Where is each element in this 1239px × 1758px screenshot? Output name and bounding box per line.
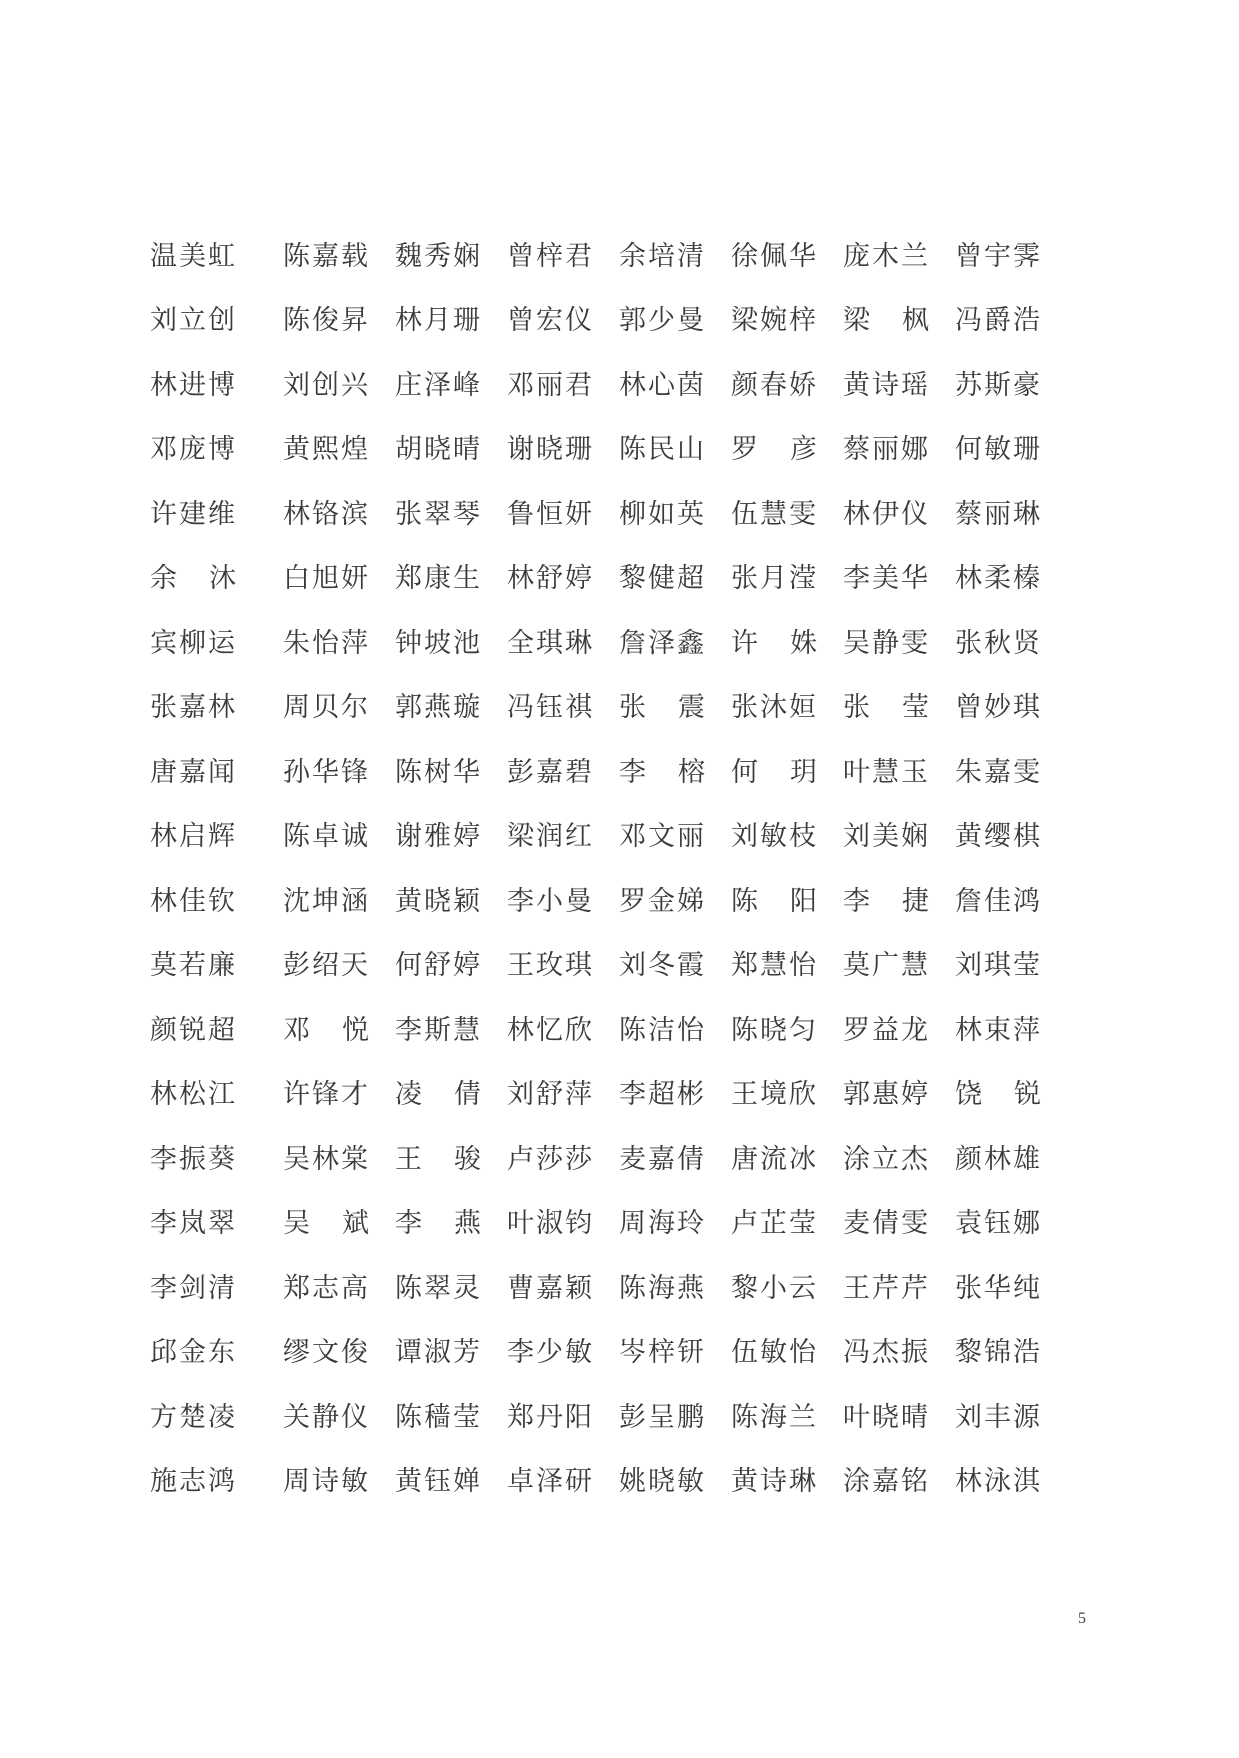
name-entry: 唐流冰 xyxy=(731,1143,818,1175)
name-entry: 陈树华 xyxy=(395,756,482,788)
name-entry: 袁钰娜 xyxy=(955,1208,1042,1240)
name-entry: 刘丰源 xyxy=(955,1401,1042,1433)
name-entry: 朱怡萍 xyxy=(283,627,370,659)
name-entry: 林心茵 xyxy=(619,369,706,401)
name-entry: 谭淑芳 xyxy=(395,1337,482,1369)
name-entry: 陈海兰 xyxy=(731,1401,818,1433)
name-entry: 彭呈鹏 xyxy=(619,1401,706,1433)
name-entry: 林佳钦 xyxy=(150,885,237,917)
name-row xyxy=(150,547,1110,612)
name-entry: 缪文俊 xyxy=(283,1337,370,1369)
name-entry: 梁婉梓 xyxy=(731,305,818,337)
name-entry: 刘舒萍 xyxy=(507,1079,594,1111)
name-entry: 黄钰婵 xyxy=(395,1466,482,1498)
name-entry: 麦倩雯 xyxy=(843,1208,930,1240)
page-number: 5 xyxy=(1078,1610,1086,1627)
name-entry: 吴静雯 xyxy=(843,627,930,659)
name-entry: 卢芷莹 xyxy=(731,1208,818,1240)
name-entry: 李美华 xyxy=(843,563,930,595)
name-entry: 张嘉林 xyxy=(150,692,237,724)
name-entry: 郭惠婷 xyxy=(843,1079,930,1111)
name-entry: 许建维 xyxy=(150,498,237,530)
name-entry: 郑丹阳 xyxy=(507,1401,594,1433)
name-entry: 梁润红 xyxy=(507,821,594,853)
name-row xyxy=(150,1063,1110,1128)
name-entry: 颜春娇 xyxy=(731,369,818,401)
name-entry: 刘立创 xyxy=(150,305,237,337)
name-entry: 郭燕璇 xyxy=(395,692,482,724)
name-entry: 冯杰振 xyxy=(843,1337,930,1369)
name-entry: 刘美娴 xyxy=(843,821,930,853)
name-entry: 姚晓敏 xyxy=(619,1466,706,1498)
name-entry: 胡晓晴 xyxy=(395,434,482,466)
name-entry: 方楚凌 xyxy=(150,1401,237,1433)
name-row xyxy=(150,998,1110,1063)
name-entry: 詹佳鸿 xyxy=(955,885,1042,917)
name-entry: 陈晓匀 xyxy=(731,1014,818,1046)
name-entry: 郑康生 xyxy=(395,563,482,595)
name-entry: 彭绍天 xyxy=(283,950,370,982)
name-entry: 孙华锋 xyxy=(283,756,370,788)
name-entry: 张华纯 xyxy=(955,1272,1042,1304)
name-entry: 陈海燕 xyxy=(619,1272,706,1304)
name-entry: 何舒婷 xyxy=(395,950,482,982)
name-entry: 刘敏枝 xyxy=(731,821,818,853)
name-entry: 郑志高 xyxy=(283,1272,370,1304)
name-entry: 林忆欣 xyxy=(507,1014,594,1046)
name-entry: 李少敏 xyxy=(507,1337,594,1369)
name-entry: 何 玥 xyxy=(731,756,817,788)
name-entry: 余培清 xyxy=(619,240,706,272)
name-entry: 林伊仪 xyxy=(843,498,930,530)
name-entry: 黄诗瑶 xyxy=(843,369,930,401)
name-entry: 谢晓珊 xyxy=(507,434,594,466)
name-entry: 陈卓诚 xyxy=(283,821,370,853)
name-entry: 周诗敏 xyxy=(283,1466,370,1498)
name-row xyxy=(150,1321,1110,1386)
name-entry: 徐佩华 xyxy=(731,240,818,272)
name-row xyxy=(150,482,1110,547)
name-entry: 施志鸿 xyxy=(150,1466,237,1498)
name-entry: 黎小云 xyxy=(731,1272,818,1304)
name-entry: 张秋贤 xyxy=(955,627,1042,659)
name-entry: 陈俊昇 xyxy=(283,305,370,337)
name-entry: 蔡丽琳 xyxy=(955,498,1042,530)
name-entry: 刘冬霞 xyxy=(619,950,706,982)
name-row xyxy=(150,1192,1110,1257)
name-entry: 陈嘉载 xyxy=(283,240,370,272)
name-entry: 全琪琳 xyxy=(507,627,594,659)
name-entry: 詹泽鑫 xyxy=(619,627,706,659)
name-entry: 叶慧玉 xyxy=(843,756,930,788)
name-entry: 冯钰祺 xyxy=(507,692,594,724)
name-entry: 李斯慧 xyxy=(395,1014,482,1046)
name-entry: 关静仪 xyxy=(283,1401,370,1433)
name-entry: 温美虹 xyxy=(150,240,237,272)
name-row xyxy=(150,353,1110,418)
name-entry: 张 莹 xyxy=(843,692,929,724)
name-entry: 叶晓晴 xyxy=(843,1401,930,1433)
name-entry: 苏斯豪 xyxy=(955,369,1042,401)
name-row xyxy=(150,740,1110,805)
name-entry: 涂立杰 xyxy=(843,1143,930,1175)
name-entry: 李 捷 xyxy=(843,885,929,917)
name-row xyxy=(150,934,1110,999)
name-entry: 魏秀娴 xyxy=(395,240,482,272)
name-entry: 邓 悦 xyxy=(283,1014,369,1046)
name-entry: 吴林棠 xyxy=(283,1143,370,1175)
name-entry: 曾宏仪 xyxy=(507,305,594,337)
name-entry: 郑慧怡 xyxy=(731,950,818,982)
name-entry: 颜林雄 xyxy=(955,1143,1042,1175)
name-entry: 罗益龙 xyxy=(843,1014,930,1046)
name-entry: 罗金娣 xyxy=(619,885,706,917)
name-entry: 凌 倩 xyxy=(395,1079,481,1111)
name-row xyxy=(150,611,1110,676)
name-entry: 许 姝 xyxy=(731,627,817,659)
name-entry: 王芹芹 xyxy=(843,1272,930,1304)
name-entry: 饶 锐 xyxy=(955,1079,1041,1111)
name-entry: 冯爵浩 xyxy=(955,305,1042,337)
name-row xyxy=(150,1450,1110,1515)
name-entry: 黄熙煌 xyxy=(283,434,370,466)
name-entry: 张 震 xyxy=(619,692,705,724)
name-entry: 颜锐超 xyxy=(150,1014,237,1046)
name-entry: 彭嘉碧 xyxy=(507,756,594,788)
name-entry: 郭少曼 xyxy=(619,305,706,337)
name-entry: 卓泽研 xyxy=(507,1466,594,1498)
name-entry: 林泳淇 xyxy=(955,1466,1042,1498)
name-entry: 林松江 xyxy=(150,1079,237,1111)
name-entry: 蔡丽娜 xyxy=(843,434,930,466)
name-entry: 柳如英 xyxy=(619,498,706,530)
name-entry: 林进博 xyxy=(150,369,237,401)
name-entry: 钟坡池 xyxy=(395,627,482,659)
name-entry: 莫广慧 xyxy=(843,950,930,982)
name-entry: 张沐姮 xyxy=(731,692,818,724)
name-row xyxy=(150,805,1110,870)
name-entry: 曾梓君 xyxy=(507,240,594,272)
name-entry: 邓文丽 xyxy=(619,821,706,853)
name-entry: 唐嘉闻 xyxy=(150,756,237,788)
name-entry: 卢莎莎 xyxy=(507,1143,594,1175)
name-row xyxy=(150,1127,1110,1192)
name-entry: 李剑清 xyxy=(150,1272,237,1304)
name-entry: 曾宇霁 xyxy=(955,240,1042,272)
name-entry: 陈翠灵 xyxy=(395,1272,482,1304)
name-entry: 莫若廉 xyxy=(150,950,237,982)
name-entry: 周贝尔 xyxy=(283,692,370,724)
name-entry: 李振葵 xyxy=(150,1143,237,1175)
name-entry: 陈民山 xyxy=(619,434,706,466)
name-entry: 邓丽君 xyxy=(507,369,594,401)
name-entry: 曹嘉颖 xyxy=(507,1272,594,1304)
name-entry: 林月珊 xyxy=(395,305,482,337)
name-entry: 黄缨棋 xyxy=(955,821,1042,853)
name-entry: 刘琪莹 xyxy=(955,950,1042,982)
name-entry: 余 沐 xyxy=(150,563,236,595)
name-entry: 沈坤涵 xyxy=(283,885,370,917)
name-row xyxy=(150,224,1110,289)
name-entry: 邓庞博 xyxy=(150,434,237,466)
name-entry: 林柔榛 xyxy=(955,563,1042,595)
name-entry: 庄泽峰 xyxy=(395,369,482,401)
name-entry: 伍慧雯 xyxy=(731,498,818,530)
name-entry: 王境欣 xyxy=(731,1079,818,1111)
name-entry: 何敏珊 xyxy=(955,434,1042,466)
name-entry: 朱嘉雯 xyxy=(955,756,1042,788)
name-row xyxy=(150,869,1110,934)
name-entry: 王玫琪 xyxy=(507,950,594,982)
name-entry: 岑梓钘 xyxy=(619,1337,706,1369)
name-entry: 伍敏怡 xyxy=(731,1337,818,1369)
name-row xyxy=(150,676,1110,741)
name-entry: 李 榕 xyxy=(619,756,705,788)
name-entry: 张月滢 xyxy=(731,563,818,595)
name-entry: 林束萍 xyxy=(955,1014,1042,1046)
name-entry: 李岚翠 xyxy=(150,1208,237,1240)
name-entry: 王 骏 xyxy=(395,1143,481,1175)
name-entry: 张翠琴 xyxy=(395,498,482,530)
name-row xyxy=(150,289,1110,354)
name-row xyxy=(150,418,1110,483)
name-list xyxy=(150,224,1110,1514)
name-entry: 涂嘉铭 xyxy=(843,1466,930,1498)
name-entry: 黄诗琳 xyxy=(731,1466,818,1498)
name-entry: 李小曼 xyxy=(507,885,594,917)
name-entry: 梁 枫 xyxy=(843,305,929,337)
name-entry: 谢雅婷 xyxy=(395,821,482,853)
name-entry: 林启辉 xyxy=(150,821,237,853)
name-entry: 白旭妍 xyxy=(283,563,370,595)
name-entry: 李超彬 xyxy=(619,1079,706,1111)
name-row xyxy=(150,1385,1110,1450)
name-entry: 麦嘉倩 xyxy=(619,1143,706,1175)
name-entry: 李 燕 xyxy=(395,1208,481,1240)
name-row xyxy=(150,1256,1110,1321)
name-entry: 吴 斌 xyxy=(283,1208,369,1240)
name-entry: 庞木兰 xyxy=(843,240,930,272)
name-entry: 林铬滨 xyxy=(283,498,370,530)
name-entry: 鲁恒妍 xyxy=(507,498,594,530)
name-entry: 陈穑莹 xyxy=(395,1401,482,1433)
name-entry: 黄晓颖 xyxy=(395,885,482,917)
name-entry: 林舒婷 xyxy=(507,563,594,595)
name-entry: 刘创兴 xyxy=(283,369,370,401)
name-entry: 曾妙琪 xyxy=(955,692,1042,724)
name-entry: 罗 彦 xyxy=(731,434,817,466)
name-entry: 许锋才 xyxy=(283,1079,370,1111)
name-entry: 陈 阳 xyxy=(731,885,817,917)
name-entry: 周海玲 xyxy=(619,1208,706,1240)
name-entry: 黎健超 xyxy=(619,563,706,595)
name-entry: 陈洁怡 xyxy=(619,1014,706,1046)
name-entry: 黎锦浩 xyxy=(955,1337,1042,1369)
name-entry: 邱金东 xyxy=(150,1337,237,1369)
name-entry: 叶淑钧 xyxy=(507,1208,594,1240)
name-entry: 宾柳运 xyxy=(150,627,237,659)
